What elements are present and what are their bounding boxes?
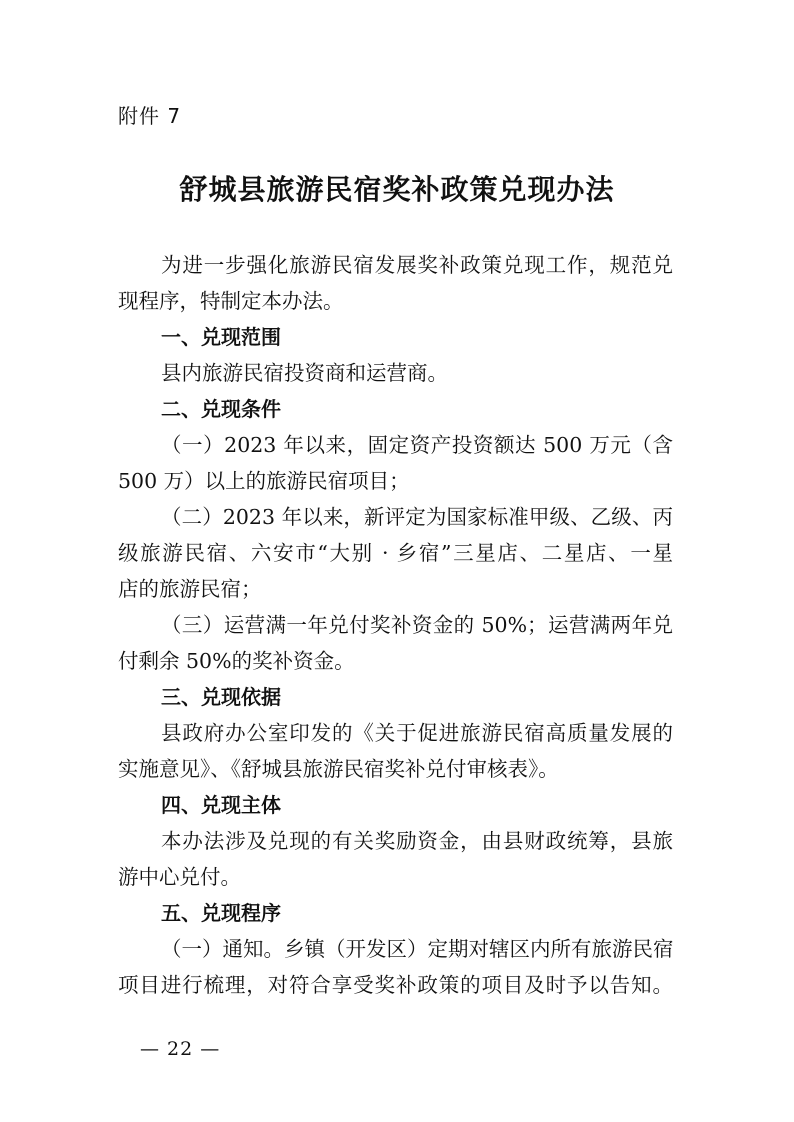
condition-2-line-1: （二）2023 年以来，新评定为国家标准甲级、乙级、丙 [161,505,673,529]
basis-line-1: 县政府办公室印发的《关于促进旅游民宿高质量发展的 [161,721,673,745]
condition-3-line-1: （三）运营满一年兑付奖补资金的 50%；运营满两年兑 [161,613,673,637]
procedure-1-line-1: （一）通知。乡镇（开发区）定期对辖区内所有旅游民宿 [161,937,674,961]
attachment-label: 附件 7 [118,104,182,128]
section-heading-conditions: 二、兑现条件 [161,397,281,421]
section-heading-scope: 一、兑现范围 [161,325,281,349]
condition-3-line-2: 付剩余 50%的奖补资金。 [118,649,355,673]
section-heading-procedure: 五、兑现程序 [161,901,281,925]
procedure-1-line-2: 项目进行梳理，对符合享受奖补政策的项目及时予以告知。 [118,973,673,997]
document-title: 舒城县旅游民宿奖补政策兑现办法 [179,173,615,206]
subject-line-2: 游中心兑付。 [118,865,241,889]
section-text-scope: 县内旅游民宿投资商和运营商。 [161,361,448,385]
page-number: — 22 — [140,1038,221,1060]
condition-2-line-2: 级旅游民宿、六安市“大别 · 乡宿”三星店、二星店、一星 [118,541,673,565]
intro-line-1: 为进一步强化旅游民宿发展奖补政策兑现工作，规范兑 [161,253,673,277]
condition-1-line-1: （一）2023 年以来，固定资产投资额达 500 万元（含 [161,433,673,457]
intro-line-2: 现程序，特制定本办法。 [118,289,344,313]
condition-2-line-3: 店的旅游民宿； [118,577,262,601]
subject-line-1: 本办法涉及兑现的有关奖励资金，由县财政统筹，县旅 [161,829,673,853]
section-heading-basis: 三、兑现依据 [161,685,281,709]
condition-1-line-2: 500 万）以上的旅游民宿项目； [118,469,410,493]
section-heading-subject: 四、兑现主体 [161,793,281,817]
basis-line-2: 实施意见》、《舒城县旅游民宿奖补兑付审核表》。 [118,757,559,781]
